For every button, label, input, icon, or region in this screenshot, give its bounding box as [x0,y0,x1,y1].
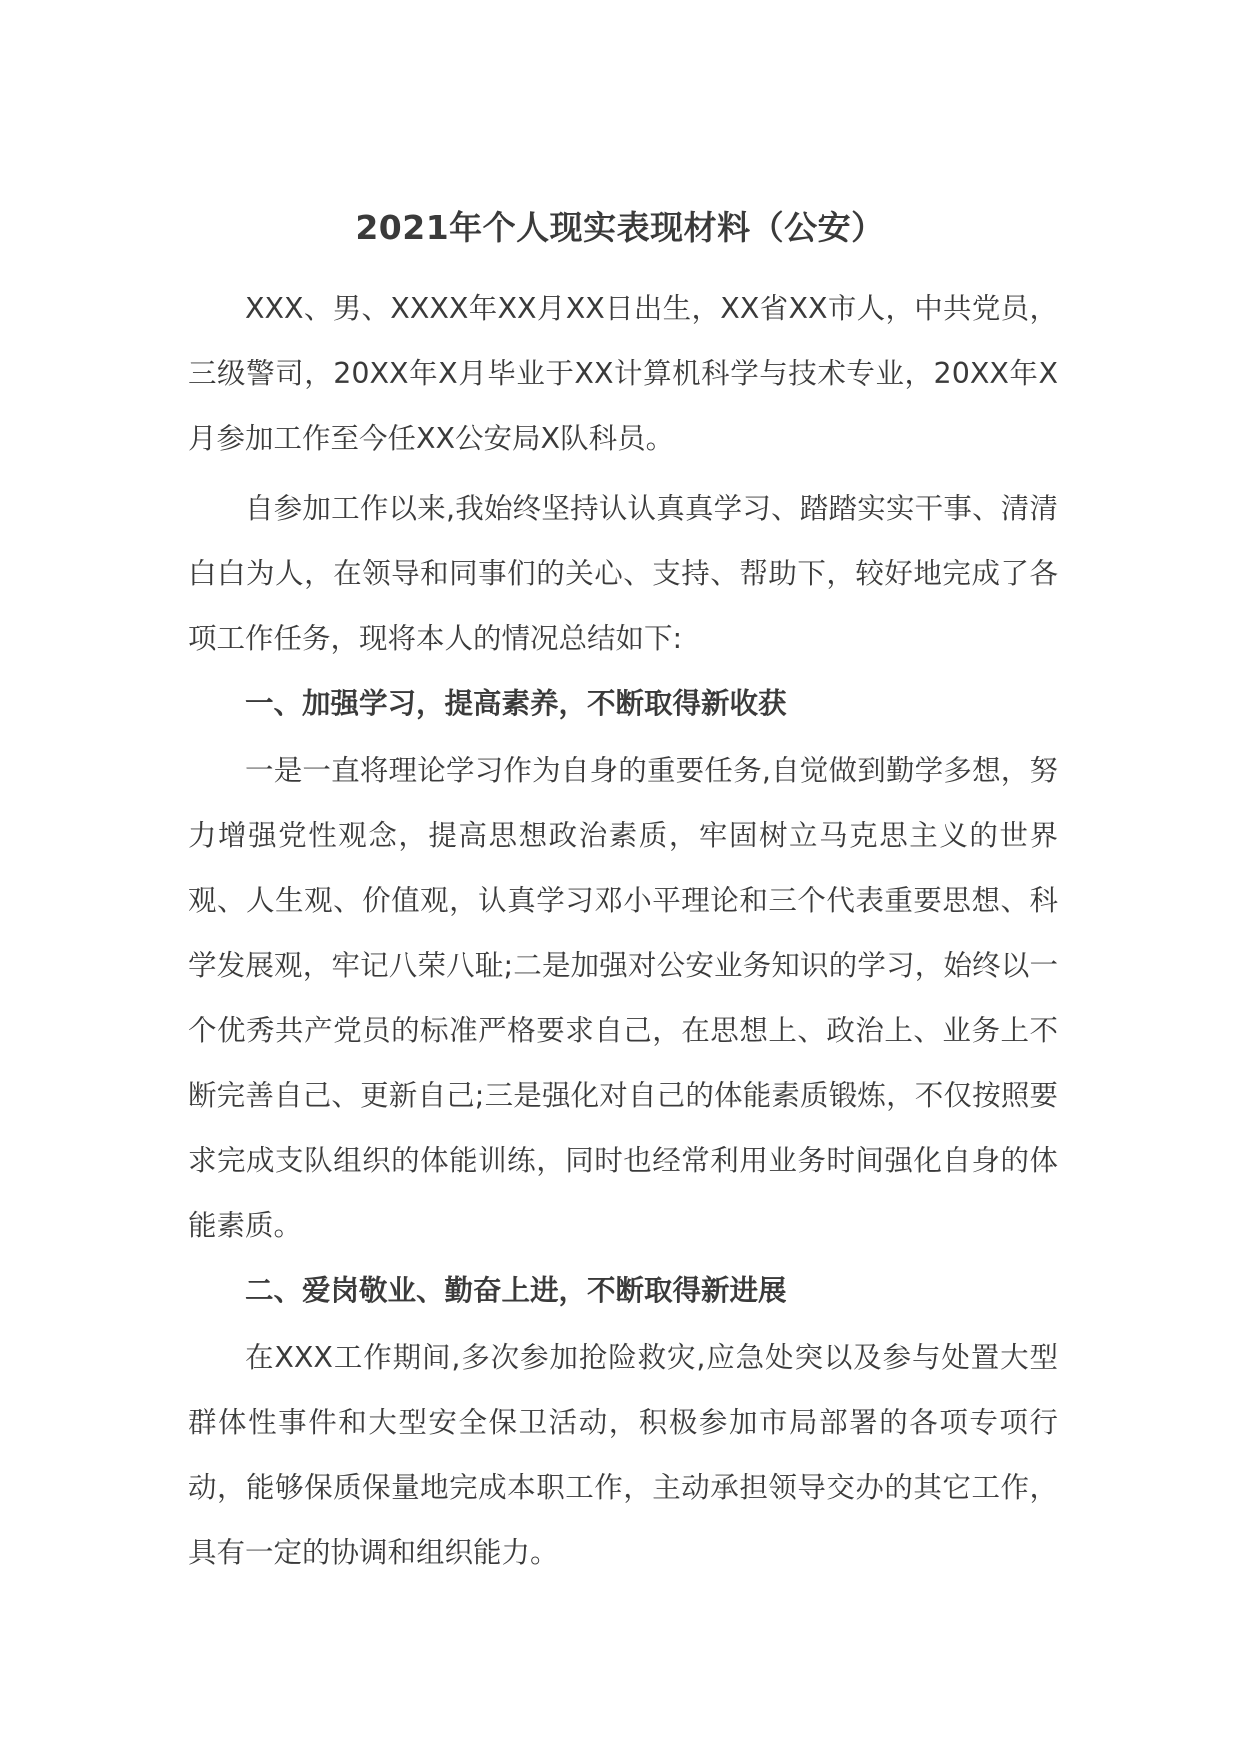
paragraph-study: 一是一直将理论学习作为自身的重要任务,自觉做到勤学多想，努力增强党性观念，提高思想政治素质，牢固树立马克思主义的世界观、人生观、价值观，认真学习邓小平理论和三个代表重要思想、科学发展观，牢记八荣八耻;二是加强对公安业务知识的学习，始终以一个优秀共产党员的标准严格要求自己，在思想上、政治上、业务上不断完善自己、更新自己;三是强化对自己的体能素质锻炼，不仅按照要求完成支队组织的体能训练，同时也经常利用业务时间强化自身的体能素质。 [188,754,1058,1242]
paragraph-personal-info: XXX、男、XXXX年XX月XX日出生，XX省XX市人，中共党员，三级警司，20XX年X月毕业于XX计算机科学与技术专业，20XX年X月参加工作至今任XX公安局X队科员。 [188,292,1058,455]
paragraph-introduction: 自参加工作以来,我始终坚持认认真真学习、踏踏实实干事、清清白白为人，在领导和同事们的关心、支持、帮助下，较好地完成了各项工作任务，现将本人的情况总结如下: [188,492,1058,655]
section-heading-study: 一、加强学习，提高素养，不断取得新收获 [245,687,787,720]
section-heading-work: 二、爱岗敬业、勤奋上进，不断取得新进展 [245,1274,787,1307]
paragraph-work: 在XXX工作期间,多次参加抢险救灾,应急处突以及参与处置大型群体性事件和大型安全保卫活动，积极参加市局部署的各项专项行动，能够保质保量地完成本职工作，主动承担领导交办的其它工作，具有一定的协调和组织能力。 [188,1341,1058,1569]
document-title: 2021年个人现实表现材料（公安） [355,208,885,247]
